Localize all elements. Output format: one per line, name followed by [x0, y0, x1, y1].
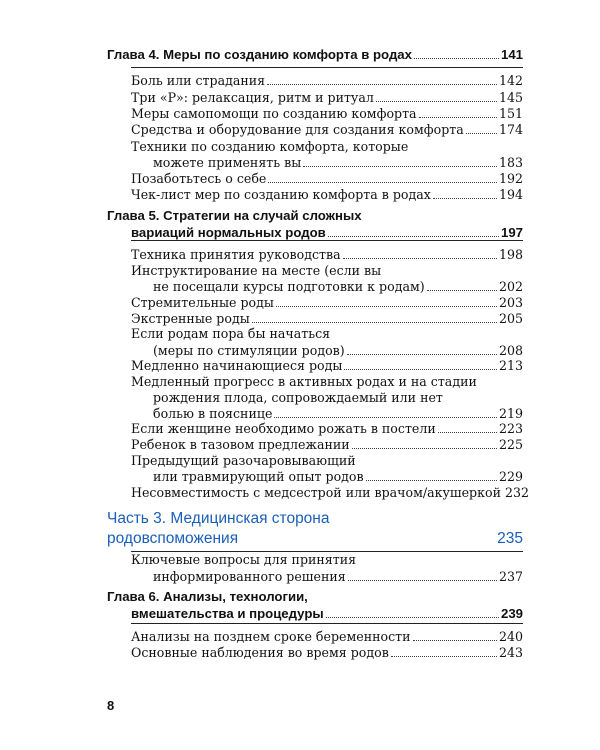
chapter-5-heading-line1[interactable] [107, 207, 523, 224]
part-3-page: 235 [497, 530, 523, 547]
entry-text: Стремительные роды [131, 295, 274, 310]
toc-entry[interactable] [131, 246, 523, 263]
chapter-4-rule [131, 67, 523, 68]
chapter-6-title-cont: вмешательства и процедуры [131, 606, 324, 621]
toc-entry[interactable] [153, 154, 523, 171]
entry-page: 243 [498, 645, 523, 660]
entry-page: 225 [498, 437, 523, 452]
entry-page: 205 [498, 311, 523, 326]
entry-text: Медленный прогресс в активных родах и на стадии [131, 374, 477, 389]
toc-entry[interactable] [131, 121, 523, 138]
entry-text: Боль или страдания [131, 73, 266, 88]
entry-text: можете применять вы [153, 155, 302, 170]
entry-page: 145 [498, 90, 523, 105]
part-3-title: Часть 3. Медицинская сторона [107, 510, 330, 527]
toc-entry-line1[interactable] [131, 138, 523, 155]
entry-page: 183 [498, 155, 523, 170]
entry-text: информированного решения [153, 569, 346, 584]
entry-page: 232 [504, 485, 530, 500]
chapter-5-page: 197 [500, 225, 523, 240]
entry-text: Инструктирование на месте (если вы [131, 263, 382, 278]
entry-page: 202 [498, 279, 523, 294]
toc-entry[interactable] [131, 89, 523, 106]
chapter-5-title-cont: вариаций нормальных родов [131, 225, 326, 240]
entry-text: Экстренные роды [131, 311, 250, 326]
toc-entry-line1[interactable] [131, 551, 523, 568]
page-number: 8 [107, 698, 115, 713]
chapter-6-heading[interactable] [131, 605, 523, 622]
entry-page: 219 [498, 406, 523, 421]
entry-text: (меры по стимуляции родов) [153, 343, 345, 358]
entry-text: Чек-лист мер по созданию комфорта в родах [131, 187, 431, 202]
entry-text: Несовместимость с медсестрой или врачом/акушеркой [131, 485, 501, 500]
toc-entry-line1[interactable] [131, 325, 523, 342]
part-3-heading-line1[interactable] [107, 508, 523, 529]
toc-entry-line1[interactable] [131, 262, 523, 279]
entry-text: или травмирующий опыт родов [153, 469, 364, 484]
toc-entry[interactable] [131, 72, 523, 89]
entry-page: 192 [498, 171, 523, 186]
entry-text: болью в пояснице [153, 406, 273, 421]
toc-entry[interactable] [131, 105, 523, 122]
chapter-5-title: Глава 5. Стратегии на случай сложных [107, 208, 362, 223]
part-3-title-cont: родовспоможения [107, 530, 239, 547]
toc-entry[interactable] [153, 568, 523, 585]
entry-text: Меры самопомощи по созданию комфорта [131, 106, 417, 121]
entry-text: не посещали курсы подготовки к родам) [153, 279, 425, 294]
entry-text: Предыдущий разочаровывающий [131, 453, 356, 468]
entry-page: 194 [498, 187, 523, 202]
toc-entry[interactable] [131, 436, 523, 453]
entry-page: 142 [498, 73, 523, 88]
toc-entry[interactable] [131, 628, 523, 645]
chapter-4-title: Глава 4. Меры по созданию комфорта в родах [107, 47, 412, 62]
toc-entry-line1[interactable] [131, 452, 523, 469]
entry-text: Ребенок в тазовом предлежании [131, 437, 350, 452]
toc-entry-line2[interactable] [153, 389, 523, 406]
toc-entry[interactable] [153, 468, 523, 485]
entry-text: Основные наблюдения во время родов [131, 645, 389, 660]
entry-page: 198 [498, 247, 523, 262]
entry-page: 237 [498, 569, 523, 584]
entry-text: Позаботьтесь о себе [131, 171, 267, 186]
entry-text: Если родам пора бы начаться [131, 326, 331, 341]
chapter-5-rule [131, 240, 523, 241]
toc-entry[interactable] [131, 484, 530, 501]
toc-entry[interactable] [131, 186, 523, 203]
entry-text: Ключевые вопросы для принятия [131, 552, 357, 567]
entry-text: Медленно начинающиеся роды [131, 358, 343, 373]
entry-text: рождения плода, сопровождаемый или нет [153, 390, 443, 405]
entry-page: 213 [498, 358, 523, 373]
entry-page: 223 [498, 421, 523, 436]
toc-entry-line1[interactable] [131, 373, 523, 390]
part-3-heading[interactable] [107, 528, 523, 549]
toc-entry[interactable] [131, 357, 523, 374]
toc-entry[interactable] [131, 420, 523, 437]
chapter-6-page: 239 [500, 606, 523, 621]
chapter-4-heading[interactable] [107, 46, 523, 63]
chapter-6-title: Глава 6. Анализы, технологии, [107, 589, 308, 604]
entry-page: 229 [498, 469, 523, 484]
toc-entry[interactable] [131, 170, 523, 187]
chapter-5-heading[interactable] [131, 224, 523, 241]
chapter-4-page: 141 [500, 47, 523, 62]
entry-page: 151 [498, 106, 523, 121]
toc-entry[interactable] [131, 294, 523, 311]
chapter-6-heading-line1[interactable] [107, 588, 523, 605]
entry-page: 203 [498, 295, 523, 310]
entry-text: Три «Р»: релаксация, ритм и ритуал [131, 90, 374, 105]
entry-page: 208 [498, 343, 523, 358]
toc-entry[interactable] [131, 644, 523, 661]
entry-page: 174 [498, 122, 523, 137]
toc-entry[interactable] [153, 278, 523, 295]
entry-text: Анализы на позднем сроке беременности [131, 629, 411, 644]
entry-text: Техника принятия руководства [131, 247, 341, 262]
entry-page: 240 [498, 629, 523, 644]
entry-text: Средства и оборудование для создания комфорта [131, 122, 464, 137]
entry-text: Если женщине необходимо рожать в постели [131, 421, 436, 436]
chapter-6-rule [131, 623, 523, 624]
entry-text: Техники по созданию комфорта, которые [131, 139, 409, 154]
